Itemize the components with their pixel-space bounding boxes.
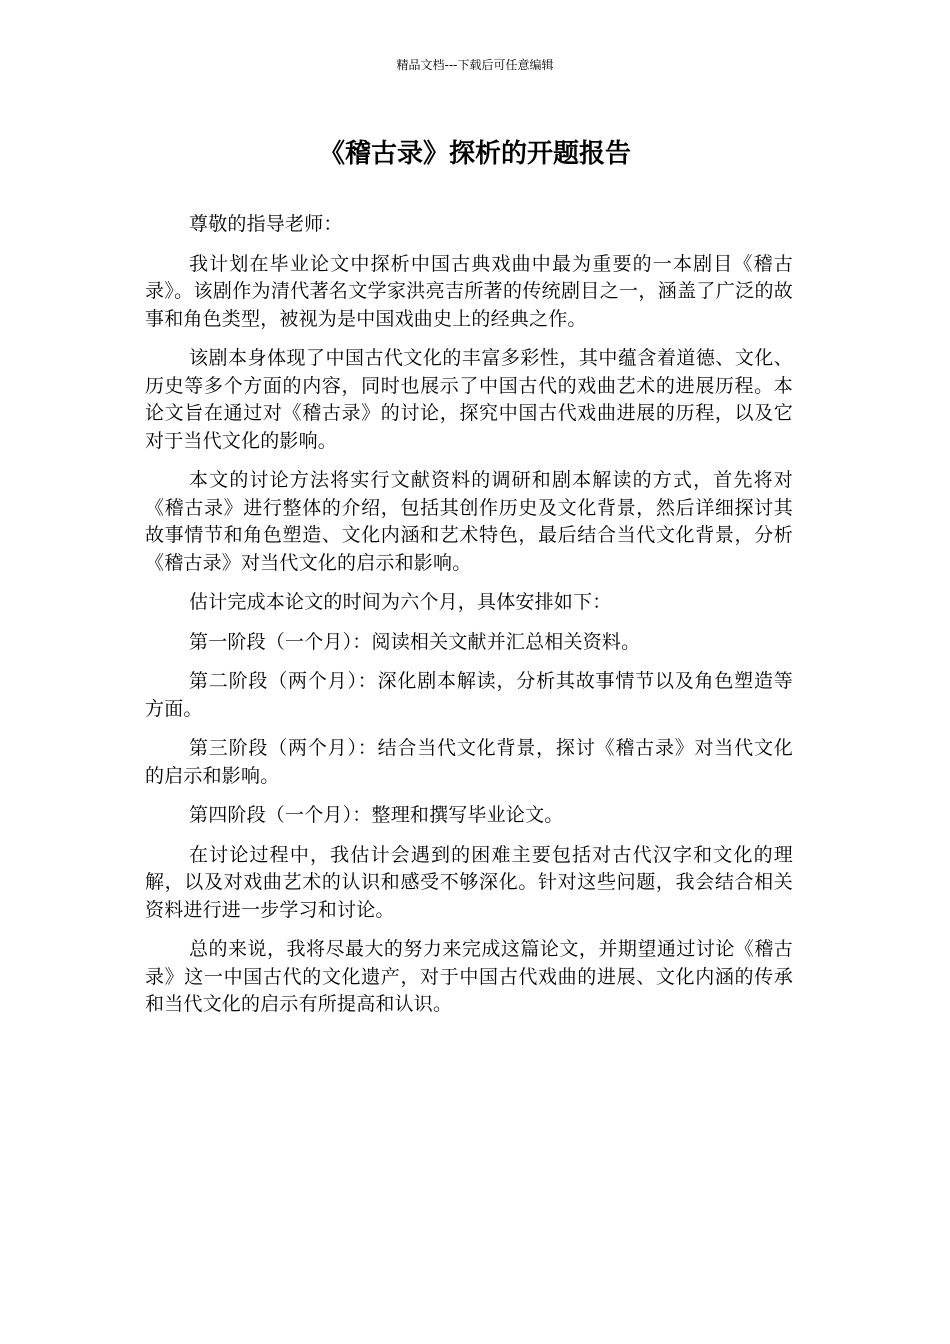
document-body (145, 211, 793, 1031)
paragraph-significance: 该剧本身体现了中国古代文化的丰富多彩性，其中蕴含着道德、文化、历史等多个方面的内容，同时也展示了中国古代的戏曲艺术的进展历程。本论文旨在通过对《稽古录》的讨论，探究中国古代戏曲进展的历程，以及它对于当代文化的影响。 (145, 347, 793, 452)
paragraph-intro: 我计划在毕业论文中探析中国古典戏曲中最为重要的一本剧目《稽古录》。该剧作为清代著名文学家洪亮吉所著的传统剧目之一，涵盖了广泛的故事和角色类型，被视为是中国戏曲史上的经典之作。 (145, 252, 793, 330)
document-title: 《稽古录》探析的开题报告 (318, 139, 631, 169)
paragraph-method: 本文的讨论方法将实行文献资料的调研和剧本解读的方式，首先将对《稽古录》进行整体的介绍，包括其创作历史及文化背景，然后详细探讨其故事情节和角色塑造、文化内涵和艺术特色，最后结合当代文化背景，分析《稽古录》对当代文化的启示和影响。 (145, 469, 793, 574)
paragraph-schedule-intro: 估计完成本论文的时间为六个月，具体安排如下： (189, 591, 612, 613)
schedule-stage-4: 第四阶段（一个月）：整理和撰写毕业论文。 (189, 804, 564, 826)
schedule-stage-1: 第一阶段（一个月）：阅读相关文献并汇总相关资料。 (189, 630, 641, 653)
salutation: 尊敬的指导老师： (189, 213, 343, 235)
schedule-stage-3: 第三阶段（两个月）：结合当代文化背景，探讨《稽古录》对当代文化的启示和影响。 (145, 737, 793, 787)
paragraph-difficulties: 在讨论过程中，我估计会遇到的困难主要包括对古代汉字和文化的理解，以及对戏曲艺术的认识和感受不够深化。针对这些问题，我会结合相关资料进行进一步学习和讨论。 (145, 843, 793, 921)
page-header: 精品文档---下载后可任意编辑 (396, 58, 554, 72)
paragraph-conclusion: 总的来说，我将尽最大的努力来完成这篇论文，并期望通过讨论《稽古录》这一中国古代的文化遗产，对于中国古代戏曲的进展、文化内涵的传承和当代文化的启示有所提高和认识。 (145, 938, 793, 1015)
schedule-stage-2: 第二阶段（两个月）：深化剧本解读，分析其故事情节以及角色塑造等方面。 (145, 670, 793, 720)
